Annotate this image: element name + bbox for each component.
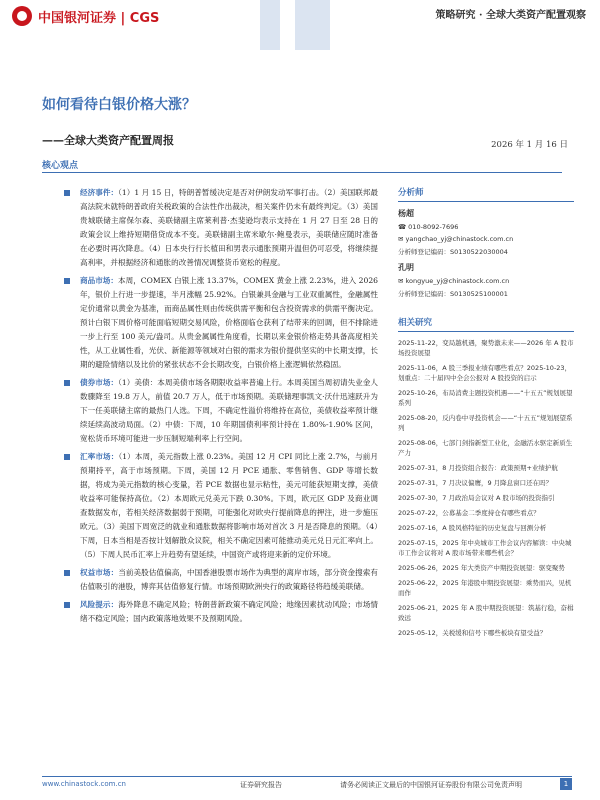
analyst-name: 杨超 bbox=[398, 209, 414, 218]
main-content bbox=[58, 186, 378, 630]
point-label: 汇率市场： bbox=[80, 452, 119, 461]
point-text: （1）本周，美元指数上涨 0.23%。美国 12 月 CPI 同比上涨 2.7%，与前月预期持平，高于市场预期。下周，美国 12 月 PCE 通胀、零售销售、GDP 等增长数据，将成为美元指数的核心变量，若 PCE 数据也显示粘性，美元可能获短期支撑，美债收益率可能保持高位。（2）本周欧元兑美元下跌 0.30%。下周，欧元区 GDP 及商业调查数据发布，若相关经济数据弱于预期，可能强化对欧央行提前降息的押注，进一步施压欧元。（3）美国下周宽泛的就业和通胀数据将影响市场对首次 3 月是否降息的预期。（4）下周，日本当相是否按计划解散众议院，相关不确定因素可能推动美元兑日元汇率向上。（5）下周人民币汇率上升趋势有望延续，中国资产或将迎来新的定价环境。 bbox=[80, 452, 379, 559]
point-text: 当前美股估值偏高，中国香港股票市场作为典型的离岸市场，部分资金搜索有估值吸引的港股，博弈其估值修复行情。市场预期欧洲央行的政策路径将趋缓美联储。 bbox=[80, 568, 379, 591]
page-footer bbox=[0, 776, 600, 800]
related-item[interactable]: 2025-07-22，公募基金二季度持仓有哪些看点？ bbox=[398, 509, 540, 517]
logo-icon bbox=[12, 6, 32, 26]
logo-text: 中国银河证券 | CGS bbox=[38, 10, 160, 26]
related-heading: 相关研究 bbox=[398, 316, 574, 332]
related-research bbox=[398, 316, 574, 638]
point-text: 本周，COMEX 白银上涨 13.37%，COMEX 黄金上涨 2.23%，进入 2026 年，银价上行进一步提速，半月涨幅 25.92%。白银兼具金融与工业双重属性，金融属性定价通常以黄金为基准，而商品属性则由传统供需平衡和包含投资需求的供需平衡决定。预计白银下周价格可能面临短期交易风险，价格面临仓获利了结带来的回调，但不排除进一步上行至 100 美元/盎司。从贵金属属性角度看，长期以来金银价格走势具备高度相关性，从工业属性看，光伏、新能源等领域对白银的需求为银价提供坚实的中长期支撑，长期的避险情绪以及比价的紧张状态不会长期改变，白银价格上涨逻辑依然稳固。 bbox=[80, 276, 379, 369]
point-text: （1）美债：本周美债市场各期限收益率普遍上行。本周美国当周初请失业金人数骤降至 19.8 万人，前值 20.7 万人，低于市场预期。美联储理事凯文·沃什迅速跃升为下一任美联储主席的最热门人选。下周，不确定性溢价将维持在高位，美债收益率预计继续延续高波动局面。（2）中债：下周，10 年期国债利率预计持在 1.80%-1.90% 区间，宽松货币环境可能进一步压制短端利率上行空间。 bbox=[80, 378, 379, 443]
related-item[interactable]: 2025-11-06，A 股三季报业绩有哪些看点？2025-10-23，划重点：二十届四中全会公报对 A 股投资的启示 bbox=[398, 364, 572, 382]
page-number: 1 bbox=[560, 778, 572, 790]
point-text: （1）1 月 15 日，特朗普暂缓决定是否对伊朗发动军事打击。（2）美国联邦最高法院未就特朗普政府关税政策的合法性作出裁决，相关案件仍未有最终判定。（3）美国贵城联储主席保尔森、美联储副主席莱利普·杰斐逊均表示支持在 1 月 27 日至 28 日的政策会议上维持短期借贷成本不变。美联储副主席米歇尔·鲍曼表示，美联储应随时准备在必要时再次降息。（4）日本央行行长植田和男表示通胀预期升温但仍可忍受，将继续提高利率，并根据经济和通胀的改善情况调整货币宽松的程度。 bbox=[80, 188, 379, 267]
related-item[interactable]: 2025-07-30，7 月政治局会议对 A 股市场的投资指引 bbox=[398, 494, 555, 502]
website-link[interactable]: www.chinastock.com.cn bbox=[42, 780, 126, 788]
related-item[interactable]: 2025-07-31，8 月投资组合报告：政策预期+业绩护航 bbox=[398, 464, 558, 472]
footer-label: 证券研究报告 bbox=[240, 781, 282, 789]
related-item[interactable]: 2025-08-06，七部门剑指新型工业化，金融活水驱定新质生产力 bbox=[398, 439, 573, 457]
analyst-cert: 分析师登记编码：S0130522030004 bbox=[398, 248, 508, 256]
related-item[interactable]: 2025-10-26，布局消费主题投资机遇——“十五五”规划展望系列 bbox=[398, 389, 573, 407]
footer-divider bbox=[42, 776, 572, 777]
header-category: 策略研究 · 全球大类资产配置观察 bbox=[435, 10, 586, 21]
company-logo bbox=[12, 6, 159, 26]
related-item[interactable]: 2025-08-20，反内卷中寻投资机会——“十五五”规划展望系列 bbox=[398, 414, 573, 432]
report-title: 如何看待白银价格大涨？ bbox=[42, 97, 196, 113]
point-equity bbox=[58, 566, 378, 594]
analyst-phone: ☎ 010-8092-7696 bbox=[398, 223, 459, 231]
analyst-cert: 分析师登记编码：S0130525100001 bbox=[398, 290, 508, 298]
point-fx bbox=[58, 450, 378, 562]
point-label: 经济事件： bbox=[80, 188, 119, 197]
email-value[interactable]: kongyue_yj@chinastock.com.cn bbox=[405, 277, 510, 285]
disclaimer-text: 请务必阅读正文最后的中国银河证券股份有限公司免责声明 bbox=[340, 781, 522, 789]
divider bbox=[42, 172, 562, 173]
related-item[interactable]: 2025-06-22，2025 年港股中期投资展望：乘势而兴，见机而作 bbox=[398, 579, 572, 597]
analyst-email[interactable]: ✉ yangchao_yj@chinastock.com.cn bbox=[398, 235, 514, 243]
report-subtitle: ——全球大类资产配置周报 bbox=[42, 134, 174, 147]
related-item[interactable]: 2025-07-15，2025 年中央城市工作会议内容解读：中央城市工作会议将对 A 股市场带来哪些机会？ bbox=[398, 539, 572, 557]
analyst-heading: 分析师 bbox=[398, 186, 574, 202]
point-label: 商品市场： bbox=[80, 276, 118, 285]
background-decoration bbox=[250, 0, 370, 60]
section-label: 核心观点 bbox=[42, 161, 79, 171]
point-label: 权益市场： bbox=[80, 568, 119, 577]
point-economy bbox=[58, 186, 378, 270]
related-item[interactable]: 2025-05-12，关税缓和信号下哪些板块有望受益？ bbox=[398, 629, 547, 637]
point-label: 风险提示： bbox=[80, 600, 119, 609]
point-risk bbox=[58, 598, 378, 626]
sidebar bbox=[398, 186, 574, 643]
point-commodity bbox=[58, 274, 378, 372]
point-text: 海外降息不确定风险；特朗普新政策不确定风险；地缘因素扰动风险；市场情绪不稳定风险；国内政策落地效果不及预期风险。 bbox=[80, 600, 379, 623]
report-date: 2026 年 1 月 16 日 bbox=[491, 140, 568, 150]
related-item[interactable]: 2025-07-31，7 月决议偏鹰，9 月降息窗口还在吗？ bbox=[398, 479, 553, 487]
point-label: 债券市场： bbox=[80, 378, 119, 387]
analyst-email[interactable]: ✉ kongyue_yj@chinastock.com.cn bbox=[398, 277, 510, 285]
related-item[interactable]: 2025-06-21，2025 年 A 股中期投资展望：筑基行稳，奋楫致远 bbox=[398, 604, 574, 622]
page-header bbox=[0, 0, 600, 46]
related-item[interactable]: 2025-11-22，变局越机遇，聚势激未来——2026 年 A 股市场投资展望 bbox=[398, 339, 574, 357]
related-item[interactable]: 2025-07-16，A 股风格特征的历史复盘与回测分析 bbox=[398, 524, 547, 532]
point-bond bbox=[58, 376, 378, 446]
analyst-name: 孔明 bbox=[398, 263, 414, 272]
related-item[interactable]: 2025-06-26，2025 年大类资产中期投资展望：驱变聚势 bbox=[398, 564, 565, 572]
phone-value: 010-8092-7696 bbox=[408, 223, 459, 231]
email-value[interactable]: yangchao_yj@chinastock.com.cn bbox=[405, 235, 514, 243]
